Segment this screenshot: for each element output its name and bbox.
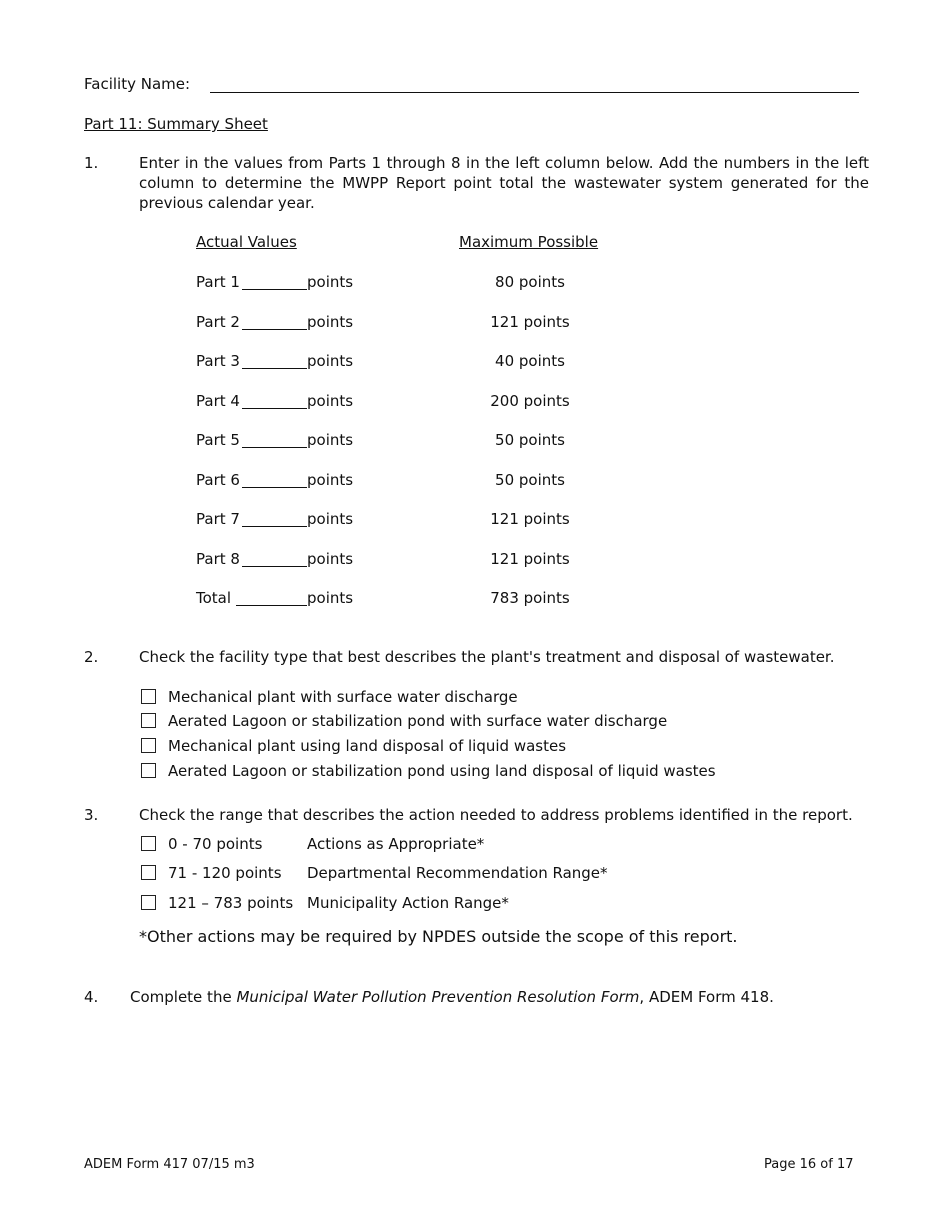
- facility-type-checkbox[interactable]: [141, 713, 156, 728]
- maximum-points: 50 points: [495, 431, 565, 449]
- part-label: Part 2: [196, 313, 240, 331]
- range-checkbox[interactable]: [141, 836, 156, 851]
- facility-type-checkbox[interactable]: [141, 763, 156, 778]
- points-entry-field[interactable]: [242, 447, 307, 448]
- points-entry-field[interactable]: [242, 408, 307, 409]
- points-entry-field[interactable]: [242, 526, 307, 527]
- facility-name-field[interactable]: [210, 92, 859, 93]
- item4-number: 4.: [84, 988, 99, 1006]
- facility-type-label: Mechanical plant with surface water discharge: [168, 688, 518, 706]
- item4-instructions: [130, 988, 774, 1006]
- maximum-points: 121 points: [490, 550, 570, 568]
- points-entry-field[interactable]: [242, 329, 307, 330]
- item2-number: 2.: [84, 648, 99, 666]
- facility-type-label: Aerated Lagoon or stabilization pond using land disposal of liquid wastes: [168, 762, 716, 780]
- item4-prefix: Complete the: [130, 988, 237, 1006]
- part-label: Total: [196, 589, 232, 607]
- range-checkbox[interactable]: [141, 865, 156, 880]
- part-label: Part 3: [196, 352, 240, 370]
- points-unit: points: [307, 550, 354, 568]
- part-label: Part 1: [196, 273, 240, 291]
- part-label: Part 8: [196, 550, 240, 568]
- column-header-actual: Actual Values: [196, 233, 297, 251]
- maximum-points: 200 points: [490, 392, 570, 410]
- points-unit: points: [307, 392, 354, 410]
- maximum-points: 50 points: [495, 471, 565, 489]
- points-unit: points: [307, 273, 354, 291]
- maximum-points: 121 points: [490, 510, 570, 528]
- facility-name-label: Facility Name:: [84, 75, 191, 93]
- points-entry-field[interactable]: [236, 605, 307, 606]
- part-label: Part 6: [196, 471, 240, 489]
- maximum-points: 40 points: [495, 352, 565, 370]
- item1-number: 1.: [84, 154, 99, 172]
- points-entry-field[interactable]: [242, 289, 307, 290]
- range-action: Departmental Recommendation Range*: [307, 864, 608, 882]
- item2-instructions: Check the facility type that best describes the plant's treatment and disposal of wastewater.: [139, 648, 835, 666]
- points-unit: points: [307, 589, 354, 607]
- points-unit: points: [307, 471, 354, 489]
- item3-number: 3.: [84, 806, 99, 824]
- facility-type-label: Mechanical plant using land disposal of liquid wastes: [168, 737, 567, 755]
- part-label: Part 4: [196, 392, 240, 410]
- footer-page-number: Page 16 of 17: [764, 1157, 854, 1172]
- column-header-maximum: Maximum Possible: [459, 233, 599, 251]
- part-label: Part 5: [196, 431, 240, 449]
- points-unit: points: [307, 510, 354, 528]
- facility-type-label: Aerated Lagoon or stabilization pond with surface water discharge: [168, 712, 668, 730]
- npdes-note: *Other actions may be required by NPDES outside the scope of this report.: [139, 927, 738, 946]
- item3-instructions: Check the range that describes the action needed to address problems identified in the report.: [139, 806, 853, 824]
- range-label: 121 – 783 points: [168, 894, 294, 912]
- points-entry-field[interactable]: [242, 487, 307, 488]
- range-label: 0 - 70 points: [168, 835, 263, 853]
- maximum-points: 121 points: [490, 313, 570, 331]
- facility-type-checkbox[interactable]: [141, 738, 156, 753]
- part-label: Part 7: [196, 510, 240, 528]
- points-entry-field[interactable]: [242, 368, 307, 369]
- item4-suffix: , ADEM Form 418.: [639, 988, 774, 1006]
- resolution-form-name: Municipal Water Pollution Prevention Resolution Form: [236, 988, 640, 1006]
- range-action: Municipality Action Range*: [307, 894, 509, 912]
- facility-type-checkbox[interactable]: [141, 689, 156, 704]
- points-unit: points: [307, 352, 354, 370]
- range-checkbox[interactable]: [141, 895, 156, 910]
- points-unit: points: [307, 431, 354, 449]
- footer-form-id: ADEM Form 417 07/15 m3: [84, 1157, 255, 1172]
- item1-instructions: Enter in the values from Parts 1 through 8 in the left column below. Add the numbers in the left column to determine the MWPP Report point total the wastewater system generated for the previous calendar year.: [139, 154, 869, 212]
- maximum-points: 783 points: [490, 589, 570, 607]
- range-action: Actions as Appropriate*: [307, 835, 485, 853]
- range-label: 71 - 120 points: [168, 864, 282, 882]
- points-entry-field[interactable]: [242, 566, 307, 567]
- maximum-points: 80 points: [495, 273, 565, 291]
- section-title: Part 11: Summary Sheet: [84, 115, 268, 133]
- points-unit: points: [307, 313, 354, 331]
